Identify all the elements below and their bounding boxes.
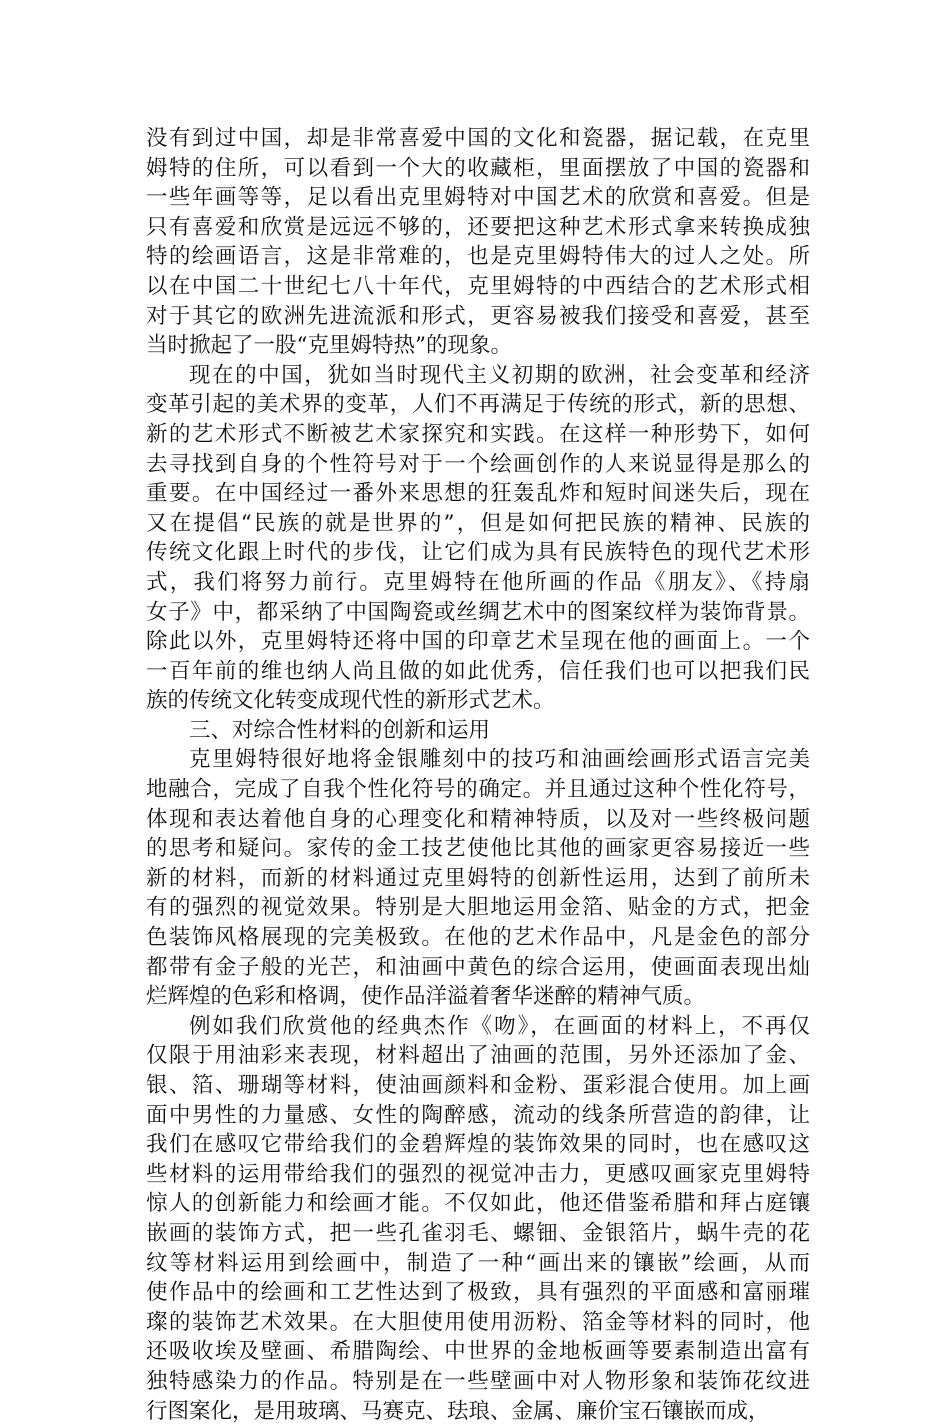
text-line: 的思考和疑问。家传的金工技艺使他比其他的画家更容易接近一些: [146, 836, 810, 862]
paragraph: [146, 124, 810, 361]
text-line: 色装饰风格展现的完美极致。在他的艺术作品中，凡是金色的部分: [146, 925, 810, 951]
text-line: 女子》中，都采纳了中国陶瓷或丝绸艺术中的图案纹样为装饰背景。: [146, 599, 810, 625]
text-line: 一些年画等等，足以看出克里姆特对中国艺术的欣赏和喜爱。但是: [146, 185, 810, 211]
text-line: 有的强烈的视觉效果。特别是大胆地运用金箔、贴金的方式，把金: [146, 895, 810, 921]
text-line: 纹等材料运用到绘画中，制造了一种“画出来的镶嵌”绘画，从而: [146, 1250, 810, 1276]
text-line: 面中男性的力量感、女性的陶醉感，流动的线条所营造的韵律，让: [146, 1102, 810, 1128]
text-line: 以在中国二十世纪七八十年代，克里姆特的中西结合的艺术形式相: [146, 273, 810, 299]
text-line: 独特感染力的作品。特别是在一些壁画中对人物形象和装饰花纹进: [146, 1368, 810, 1394]
text-line: 烂辉煌的色彩和格调，使作品洋溢着奢华迷醉的精神气质。: [146, 984, 706, 1010]
text-line: 只有喜爱和欣赏是远远不够的，还要把这种艺术形式拿来转换成独: [146, 214, 810, 240]
text-line: 对于其它的欧洲先进流派和形式，更容易被我们接受和喜爱，甚至: [146, 303, 810, 329]
heading-line: 三、对综合性材料的创新和运用: [189, 717, 491, 743]
text-line: 还吸收埃及壁画、希腊陶绘、中世界的金地板画等要素制造出富有: [146, 1339, 810, 1365]
text-line: 特的绘画语言，这是非常难的，也是克里姆特伟大的过人之处。所: [146, 244, 810, 270]
text-line: 新的艺术形式不断被艺术家探究和实践。在这样一种形势下，如何: [146, 421, 810, 447]
text-line: 璨的装饰艺术效果。在大胆使用使用沥粉、箔金等材料的同时，他: [146, 1309, 810, 1335]
text-line: 使作品中的绘画和工艺性达到了极致，具有强烈的平面感和富丽璀: [146, 1280, 810, 1306]
text-line: 地融合，完成了自我个性化符号的确定。并且通过这种个性化符号，: [146, 777, 810, 803]
paragraph: [146, 1012, 810, 1426]
text-line: 行图案化，是用玻璃、马赛克、珐琅、金属、廉价宝石镶嵌而成，: [146, 1398, 770, 1424]
text-line: 都带有金子般的光芒，和油画中黄色的综合运用，使画面表现出灿: [146, 954, 810, 980]
text-line: 姆特的住所，可以看到一个大的收藏柜，里面摆放了中国的瓷器和: [146, 155, 810, 181]
text-line: 新的材料，而新的材料通过克里姆特的创新性运用，达到了前所未: [146, 865, 810, 891]
text-line: 我们在感叹它带给我们的金碧辉煌的装饰效果的同时，也在感叹这: [146, 1132, 810, 1158]
text-line: 没有到过中国，却是非常喜爱中国的文化和瓷器，据记载，在克里: [146, 126, 810, 151]
text-line: 传统文化跟上时代的步伐，让它们成为具有民族特色的现代艺术形: [146, 540, 810, 566]
text-line: 些材料的运用带给我们的强烈的视觉冲击力，更感叹画家克里姆特: [146, 1161, 810, 1187]
text-line: 惊人的创新能力和绘画才能。不仅如此，他还借鉴希腊和拜占庭镶: [146, 1191, 810, 1217]
text-line: 当时掀起了一股“克里姆特热”的现象。: [146, 333, 512, 359]
text-line: 一百年前的维也纳人尚且做的如此优秀，信任我们也可以把我们民: [146, 658, 810, 684]
text-line: 克里姆特很好地将金银雕刻中的技巧和油画绘画形式语言完美: [189, 747, 810, 773]
section-heading: [146, 716, 810, 746]
text-line: 例如我们欣赏他的经典杰作《吻》，在画面的材料上，不再仅: [189, 1013, 810, 1039]
text-line: 现在的中国，犹如当时现代主义初期的欧洲，社会变革和经济: [189, 362, 810, 388]
text-line: 去寻找到自身的个性符号对于一个绘画创作的人来说显得是那么的: [146, 451, 810, 477]
text-line: 体现和表达着他自身的心理变化和精神特质，以及对一些终极问题: [146, 806, 810, 832]
text-line: 嵌画的装饰方式，把一些孔雀羽毛、螺钿、金银箔片，蜗牛壳的花: [146, 1220, 810, 1246]
body-text: [146, 124, 810, 1426]
text-line: 变革引起的美术界的变革，人们不再满足于传统的形式，新的思想、: [146, 392, 810, 418]
text-line: 式，我们将努力前行。克里姆特在他所画的作品《朋友》、《持扇: [146, 569, 810, 595]
paragraph: [146, 745, 810, 1011]
text-line: 族的传统文化转变成现代性的新形式艺术。: [146, 688, 555, 714]
text-line: 除此以外，克里姆特还将中国的印章艺术呈现在他的画面上。一个: [146, 629, 810, 655]
text-line: 仅限于用油彩来表现，材料超出了油画的范围，另外还添加了金、: [146, 1043, 810, 1069]
text-line: 银、箔、珊瑚等材料，使油画颜料和金粉、蛋彩混合使用。加上画: [146, 1073, 810, 1098]
text-line: 重要。在中国经过一番外来思想的狂轰乱炸和短时间迷失后，现在: [146, 481, 810, 507]
text-line: 又在提倡“民族的就是世界的”，但是如何把民族的精神、民族的: [146, 510, 810, 536]
paragraph: [146, 361, 810, 716]
